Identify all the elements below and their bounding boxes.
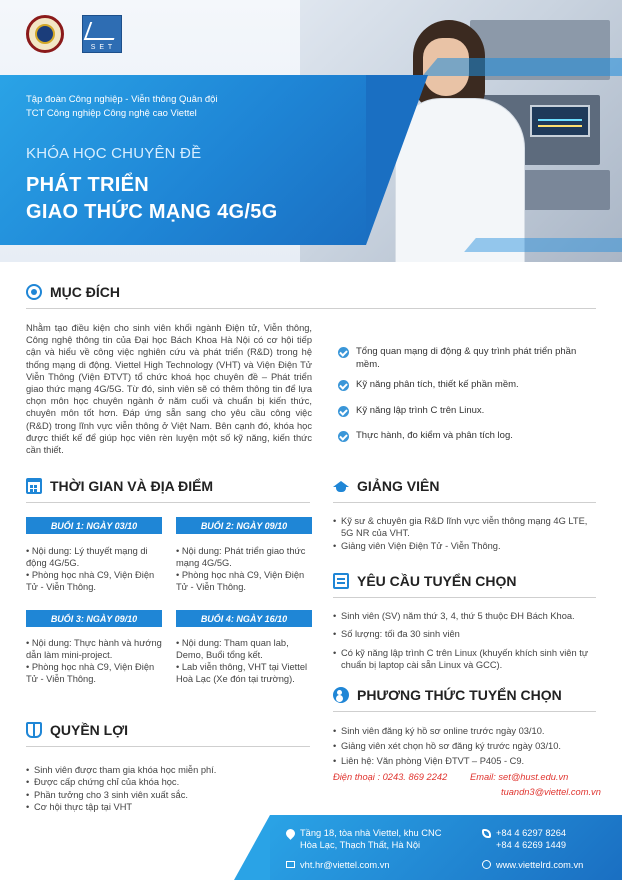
lecturers-heading [333,478,439,494]
lecturers-list [333,515,595,552]
graduation-cap-icon [333,478,349,494]
benefits-heading-label: QUYỀN LỢI [50,722,129,738]
selection-list [333,724,601,769]
people-icon [333,687,349,703]
skills-list [338,346,598,443]
hust-logo [26,15,64,53]
set-logo-label: S E T [90,44,114,51]
target-icon [26,284,42,300]
decor-stripe [464,238,622,252]
course-title-line-1: PHÁT TRIỂN [26,174,149,196]
divider [26,502,310,503]
skill-item [338,379,598,392]
checklist-icon [333,573,349,589]
session-4-location: • Lab viễn thông, VHT tại Viettel Hoà Lạc (Xe đón tại trường). [176,662,308,684]
contact-phone: Điện thoại : 0243. 869 2242 [333,772,448,782]
benefits-heading [26,722,128,738]
session-2-body [176,545,312,593]
divider [333,597,596,598]
benefit-item: • Phần tưởng cho 3 sinh viên xuất sắc. [26,789,306,801]
session-3-header: BUỔI 3: NGÀY 09/10 [26,610,162,627]
benefit-item: • Cơ hội thực tập tại VHT [26,801,306,813]
requirements-list [333,610,595,671]
schedule-heading-label: THỜI GIAN VÀ ĐỊA ĐIỂM [50,478,214,494]
lecturer-item: • Kỹ sư & chuyên gia R&D lĩnh vực viễn thông mạng 4G LTE, 5G NR của VHT. [333,515,595,540]
requirements-heading [333,573,516,589]
requirement-item: • Số lượng: tối đa 30 sinh viên [333,628,595,640]
selection-item: • Liên hệ: Văn phòng Viện ĐTVT – P405 - C9. [333,754,601,769]
purpose-heading [26,284,120,300]
session-3-content: • Nội dung: Thực hành và hướng dẫn làm mini-project. [26,638,162,660]
session-1-body [26,545,162,593]
footer-address-1: Tầng 18, tòa nhà Viettel, khu CNC [300,828,442,838]
session-3-location: • Phòng học nhà C9, Viện Điện Tử - Viễn Thông. [26,662,155,684]
skill-item [338,346,598,375]
contact-email[interactable]: Email: set@hust.edu.vn [470,772,569,782]
session-1-location: • Phòng học nhà C9, Viện Điện Tử - Viễn Thông. [26,570,155,592]
session-2-content: • Nội dung: Phát triển giao thức mạng 4G/5G. [176,546,306,568]
skill-item [338,405,598,418]
contact-email-2[interactable]: tuandn3@viettel.com.vn [501,787,601,797]
selection-heading-label: PHƯƠNG THỨC TUYỂN CHỌN [357,687,562,703]
selection-heading [333,687,562,703]
check-icon [338,431,349,442]
benefits-list [26,764,306,813]
session-2-header: BUỔI 2: NGÀY 09/10 [176,517,312,534]
set-logo [82,15,122,53]
session-4-body [176,637,312,685]
phone-icon [482,829,491,838]
footer-phone-2[interactable]: +84 4 6269 1449 [496,840,567,850]
session-1-content: • Nội dung: Lý thuyết mạng di động 4G/5G. [26,546,148,568]
skill-text: Tổng quan mạng di động & quy trình phát triển phần mềm. [356,346,577,370]
session-2-location: • Phòng học nhà C9, Viện Điện Tử - Viễn Thông. [176,570,305,592]
requirements-heading-label: YÊU CẦU TUYỂN CHỌN [357,573,517,589]
course-kicker: KHÓA HỌC CHUYÊN ĐỀ [26,145,202,162]
calendar-icon [26,478,42,494]
divider [333,502,596,503]
location-icon [284,827,297,840]
selection-item: • Giảng viên xét chọn hồ sơ đăng ký trước ngày 03/10. [333,739,601,754]
purpose-heading-label: MỤC ĐÍCH [50,284,120,300]
session-4-header: BUỔI 4: NGÀY 16/10 [176,610,312,627]
org-line-2: TCT Công nghiệp Công nghệ cao Viettel [26,108,197,119]
footer-phone-1[interactable]: +84 4 6297 8264 [496,828,567,838]
schedule-heading [26,478,213,494]
requirement-item: • Có kỹ năng lập trình C trên Linux (khuyến khích sinh viên tự chuẩn bị laptop cài sẵn Linux và GCC). [333,647,595,672]
book-icon [26,722,42,738]
check-icon [338,380,349,391]
footer-email[interactable]: vht.hr@viettel.com.vn [300,860,390,870]
org-line-1: Tập đoàn Công nghiệp - Viễn thông Quân đội [26,94,218,105]
lecturer-item: • Giảng viên Viện Điện Tử - Viễn Thông. [333,540,595,552]
lecturers-heading-label: GIẢNG VIÊN [357,478,440,494]
check-icon [338,347,349,358]
requirement-item: • Sinh viên (SV) năm thứ 3, 4, thứ 5 thuộc ĐH Bách Khoa. [333,610,595,622]
decor-stripe [422,58,622,76]
footer-bar [270,815,622,880]
skill-text: Thực hành, đo kiểm và phân tích log. [356,430,513,441]
lab-monitor [530,105,590,137]
globe-icon [482,860,491,869]
session-3-body [26,637,162,685]
purpose-paragraph: Nhằm tạo điều kiện cho sinh viên khối ngành Điện tử, Viễn thông, Công nghệ thông tin của Đại học Bách Khoa Hà Nội có cơ hội tiếp cận và hiểu về công việc nghiên cứu và phát triển (R&D) trong hệ thống mạng di động. Viettel High Technology (VHT) và Viện Điện Tử Viễn Thông (Viện ĐTVT) tổ chức khoá học chuyên đề – Phát triển giao thức mạng 4G/5G. Từ đó, sinh viên sẽ có thêm thông tin để lựa chọn môn học chuyên ngành ở năm cuối và chuẩn bị kiến thức, chuyên môn tốt hơn. Đáp ứng sẵn sang cho yêu cầu công việc (R&D) trong lĩnh vực viễn thông ở Việt Nam. Bên cạnh đó, khóa học được thiết kế để giúp học viên rèn luyện một số kỹ năng, kiến thức cần thiết. [26,323,312,456]
benefit-item: • Được cấp chứng chỉ của khóa học. [26,776,306,788]
hero-banner [0,0,622,262]
selection-item: • Sinh viên đăng ký hồ sơ online trước ngày 03/10. [333,724,601,739]
course-title-line-2: GIAO THỨC MẠNG 4G/5G [26,201,278,223]
mail-icon [286,861,295,868]
divider [333,711,596,712]
skill-text: Kỹ năng phân tích, thiết kế phần mềm. [356,379,519,390]
footer-address-2: Hòa Lạc, Thạch Thất, Hà Nội [300,840,421,850]
session-1-header: BUỔI 1: NGÀY 03/10 [26,517,162,534]
footer-website[interactable]: www.viettelrd.com.vn [496,860,584,870]
skill-text: Kỹ năng lập trình C trên Linux. [356,404,485,416]
skill-item [338,430,598,443]
divider [26,746,310,747]
divider [26,308,596,309]
check-icon [338,406,349,417]
session-4-content: • Nội dung: Tham quan lab, Demo, Buổi tổng kết. [176,638,289,660]
benefit-item: • Sinh viên được tham gia khóa học miễn phí. [26,764,306,776]
